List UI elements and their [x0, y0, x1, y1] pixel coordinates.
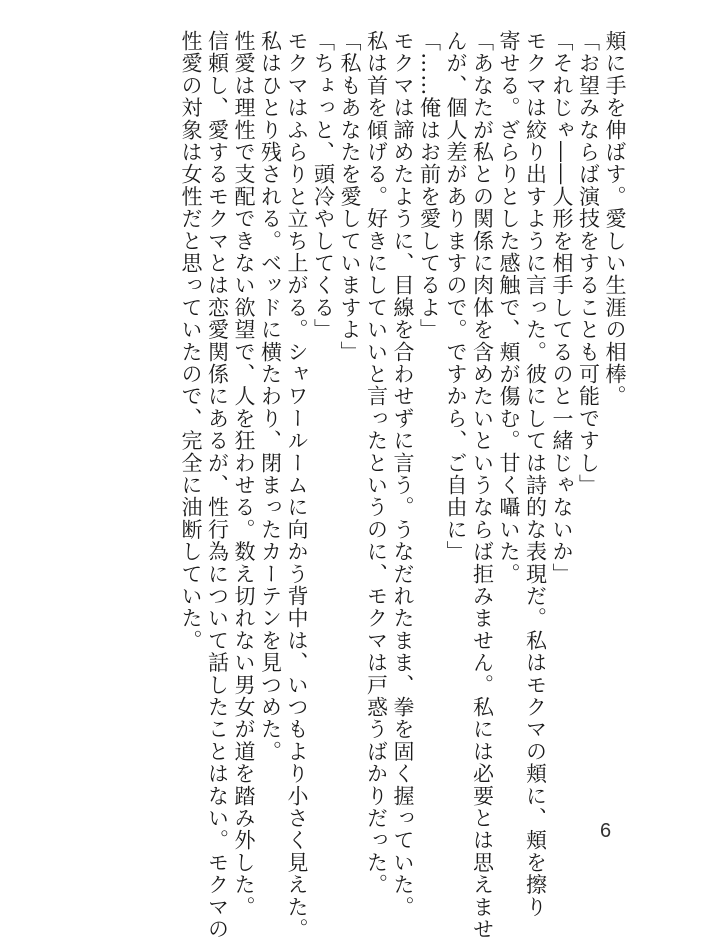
vertical-text-body: [178, 30, 629, 940]
text-line: 性愛の対象は女性だと思っていたので、完全に油断していた。: [179, 30, 203, 652]
text-line: 頬に手を伸ばす。愛しい生涯の相棒。: [603, 30, 627, 408]
text-line: 寄せる。ざらりとした感触で、頬が傷む。甘く囁いた。: [497, 30, 521, 585]
text-line: 「それじゃ――人形を相手してるのと一緒じゃないか」: [550, 30, 574, 585]
text-line: 信頼し、愛するモクマとは恋愛関係にあるが、性行為について話したことはない。モクマの: [205, 30, 230, 940]
text-line: モクマは絞り出すように言った。彼にしては詩的な表現だ。私はモクマの頬に、頬を擦り: [523, 30, 548, 918]
page-number: 6: [600, 820, 612, 842]
text-line: 「……俺はお前を愛してるよ」: [417, 30, 442, 341]
text-line: 性愛は理性で支配できない欲望で、人を狂わせる。数え切れない男女が道を踏み外した。: [232, 30, 256, 918]
text-line: 「私もあなたを愛していますよ」: [338, 30, 362, 363]
text-line: んが、個人差がありますので。ですから、ご自由に」: [444, 30, 468, 563]
text-line: 私はひとり残される。ベッドに横たわり、閉まったカーテンを見つめた。: [258, 30, 283, 763]
text-line: 私は首を傾げる。好きにしていいと言ったというのに、モクマは戸惑うばかりだった。: [364, 30, 389, 896]
text-line: モクマは諦めたように、目線を合わせずに言う。うなだれたまま、拳を固く握っていた。: [391, 30, 415, 919]
text-line: 「ちょっと、頭冷やしてくる」: [311, 30, 336, 341]
text-line: モクマはふらりと立ち上がる。シャワールームに向かう背中は、いつもより小さく見えた。: [285, 30, 309, 940]
text-line: 「お望みならば演技をすることも可能ですし」: [576, 30, 601, 497]
text-line: 「あなたが私との関係に肉体を含めたいというならば拒みません。私には必要とは思えませ: [470, 30, 495, 940]
